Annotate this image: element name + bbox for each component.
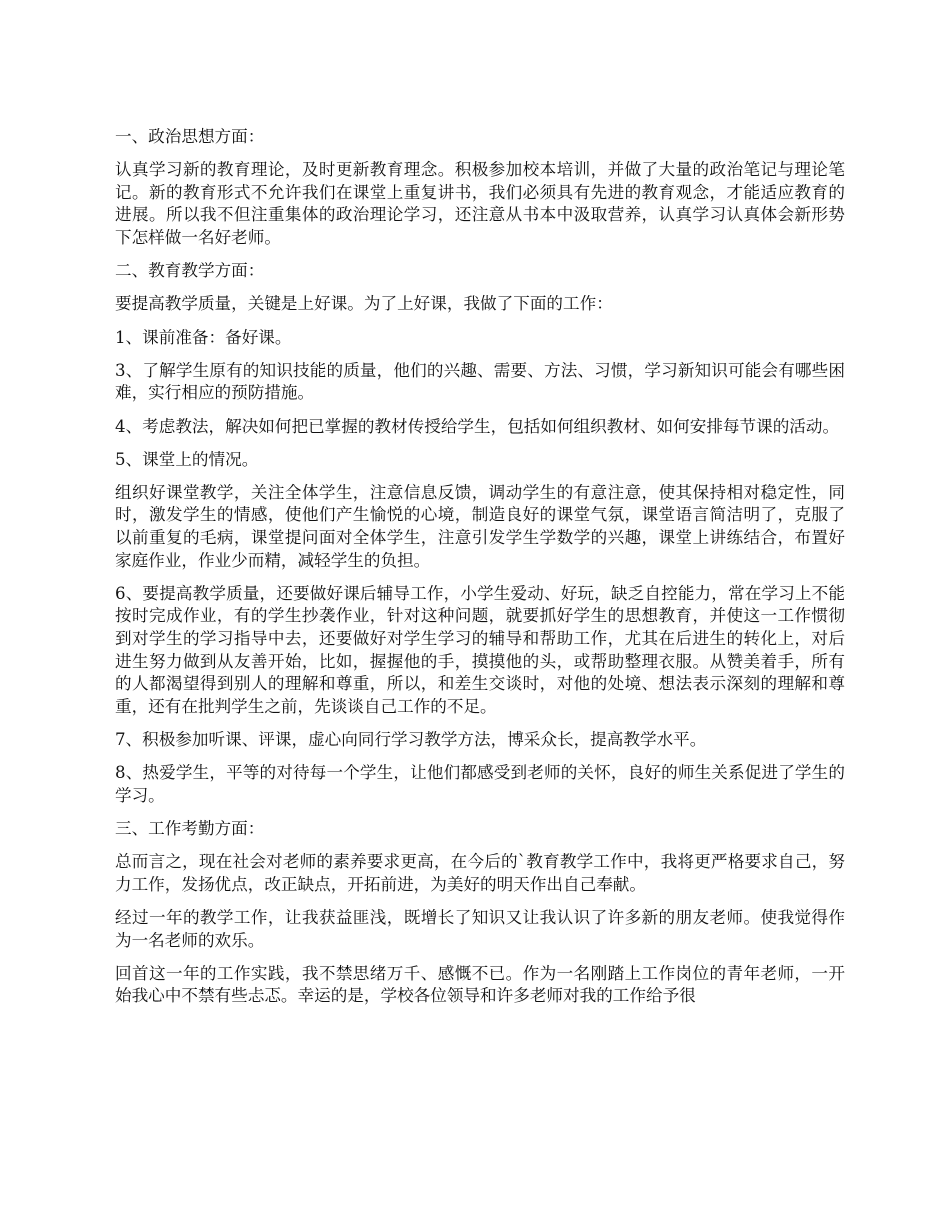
paragraph-classroom: 组织好课堂教学，关注全体学生，注意信息反馈，调动学生的有意注意，使其保持相对稳定性，同时，激发学生的情感，使他们产生愉悦的心境，制造良好的课堂气氛，课堂语言简洁明了，克服了以前重复的毛病，课堂提问面对全体学生，注意引发学生学数学的兴趣，课堂上讲练结合，布置好家庭作业，作业少而精，减轻学生的负担。 (115, 482, 845, 570)
paragraph-teaching-intro: 要提高教学质量，关键是上好课。为了上好课，我做了下面的工作： (115, 294, 613, 314)
paragraph-item-1: 1、课前准备：备好课。 (115, 327, 292, 347)
section-heading-politics: 一、政治思想方面： (115, 127, 265, 146)
paragraph-reflection: 回首这一年的工作实践，我不禁思绪万千、感慨不已。作为一名刚踏上工作岗位的青年老师，一开始我心中不禁有些忐忑。幸运的是，学校各位领导和许多老师对我的工作给予很 (115, 963, 845, 1006)
paragraph-item-4: 4、考虑教法，解决如何把已掌握的教材传授给学生，包括如何组织教材、如何安排每节课的活动。 (115, 416, 840, 436)
paragraph-item-3: 3、了解学生原有的知识技能的质量，他们的兴趣、需要、方法、习惯，学习新知识可能会有哪些困难，实行相应的预防措施。 (115, 360, 845, 403)
paragraph-politics: 认真学习新的教育理论，及时更新教育理念。积极参加校本培训，并做了大量的政治笔记与理论笔记。新的教育形式不允许我们在课堂上重复讲书，我们必须具有先进的教育观念，才能适应教育的进展。所以我不但注重集体的政治理论学习，还注意从书本中汲取营养，认真学习认真体会新形势下怎样做一名好老师。 (115, 160, 845, 247)
document-body (115, 126, 845, 1019)
paragraph-item-5: 5、课堂上的情况。 (115, 449, 259, 469)
section-heading-teaching: 二、教育教学方面： (115, 261, 265, 281)
paragraph-gains: 经过一年的教学工作，让我获益匪浅，既增长了知识又让我认识了许多新的朋友老师。使我觉得作为一名老师的欢乐。 (115, 907, 845, 950)
paragraph-summary: 总而言之，现在社会对老师的素养要求更高，在今后的`教育教学工作中，我将更严格要求自己，努力工作，发扬优点，改正缺点，开拓前进，为美好的明天作出自己奉献。 (115, 852, 845, 894)
paragraph-item-6: 6、要提高教学质量，还要做好课后辅导工作，小学生爱动、好玩，缺乏自控能力，常在学习上不能按时完成作业，有的学生抄袭作业，针对这种问题，就要抓好学生的思想教育，并使这一工作惯彻到对学生的学习指导中去，还要做好对学生学习的辅导和帮助工作，尤其在后进生的转化上，对后进生努力做到从友善开始，比如，握握他的手，摸摸他的头，或帮助整理衣服。从赞美着手，所有的人都渴望得到别人的理解和尊重，所以，和差生交谈时，对他的处境、想法表示深刻的理解和尊重，还有在批判学生之前，先谈谈自己工作的不足。 (115, 583, 845, 716)
paragraph-item-7: 7、积极参加听课、评课，虚心向同行学习教学方法，博采众长，提高教学水平。 (115, 730, 707, 749)
paragraph-item-8: 8、热爱学生，平等的对待每一个学生，让他们都感受到老师的关怀，良好的师生关系促进了学生的学习。 (115, 763, 845, 805)
section-heading-attendance: 三、工作考勤方面： (115, 818, 265, 838)
